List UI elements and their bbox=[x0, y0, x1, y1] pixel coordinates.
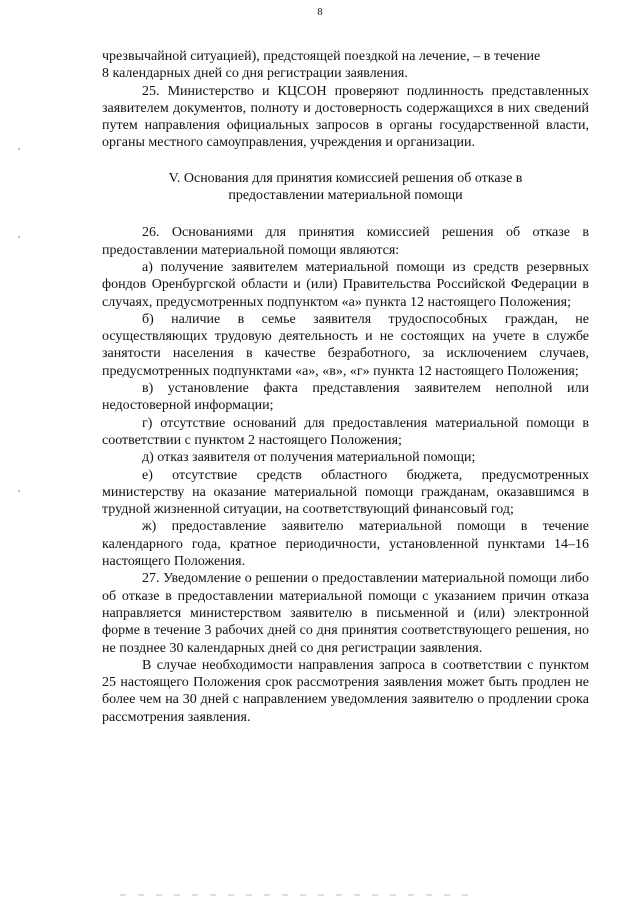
section-heading-line-1: V. Основания для принятия комиссией решения об отказе в bbox=[168, 170, 523, 186]
list-item-b: б) наличие в семье заявителя трудоспособных граждан, не осуществляющих трудовую деятельность и не состоящих на учете в службе занятости населения в качестве безработного, за исключением случаев, предусмотренных подпунктами «а», «в», «г» пункта 12 настоящего Положения; bbox=[102, 311, 589, 379]
paragraph-27: 27. Уведомление о решении о предоставлении материальной помощи либо об отказе в предоставлении материальной помощи с указанием причин отказа направляется министерством заявителю в письменной и (или) электронной форме в течение 3 рабочих дней со дня принятия соответствующего решения, но не позднее 30 календарных дней со дня регистрации заявления. bbox=[102, 571, 589, 656]
list-item-a: а) получение заявителем материальной помощи из средств резервных фондов Оренбургской области и (или) Правительства Российской Федерации в случаях, предусмотренных подпунктом «а» пункта 12 настоящего Положения; bbox=[102, 259, 589, 310]
list-item-v: в) установление факта представления заявителем неполной или недостоверной информации; bbox=[102, 381, 589, 414]
scan-margin-mark bbox=[18, 490, 20, 492]
section-heading-v bbox=[102, 170, 589, 205]
list-item-e: е) отсутствие средств областного бюджета, предусмотренных министерству на оказание материальной помощи гражданам, оказавшимся в трудной жизненной ситуации, на соответствующий финансовый год; bbox=[102, 467, 589, 518]
paragraph-27-extension: В случае необходимости направления запроса в соответствии с пунктом 25 настоящего Положения срок рассмотрения заявления может быть продлен не более чем на 30 дней с направлением уведомления заявителю о продлении срока рассмотрения заявления. bbox=[102, 657, 589, 725]
document-body bbox=[102, 48, 589, 726]
paragraph-25: 25. Министерство и КЦСОН проверяют подлинность представленных заявителем документов, полноту и достоверность содержащихся в них сведений путем направления официальных запросов в органы государственной власти, органы местного самоуправления, учреждения и организации. bbox=[102, 83, 589, 151]
list-item-d: д) отказ заявителя от получения материальной помощи; bbox=[142, 450, 476, 466]
scan-margin-mark bbox=[18, 148, 20, 150]
paragraph-26-intro: 26. Основаниями для принятия комиссией решения об отказе в предоставлении материальной помощи являются: bbox=[102, 225, 589, 258]
scan-artifact bbox=[120, 894, 480, 896]
continued-line-1: чрезвычайной ситуацией), предстоящей поездкой на лечение, – в течение bbox=[102, 49, 541, 64]
list-item-g: г) отсутствие оснований для предоставления материальной помощи в соответствии с пунктом 2 настоящего Положения; bbox=[102, 415, 589, 448]
section-heading-line-2: предоставлении материальной помощи bbox=[228, 188, 463, 204]
continued-paragraph bbox=[102, 48, 589, 83]
page-number: 8 bbox=[317, 7, 323, 18]
scan-margin-mark bbox=[18, 236, 20, 238]
list-item-zh: ж) предоставление заявителю материальной помощи в течение календарного года, кратное периодичности, установленной пунктами 14–16 настоящего Положения. bbox=[102, 519, 589, 570]
continued-line-2: 8 календарных дней со дня регистрации заявления. bbox=[102, 66, 408, 82]
